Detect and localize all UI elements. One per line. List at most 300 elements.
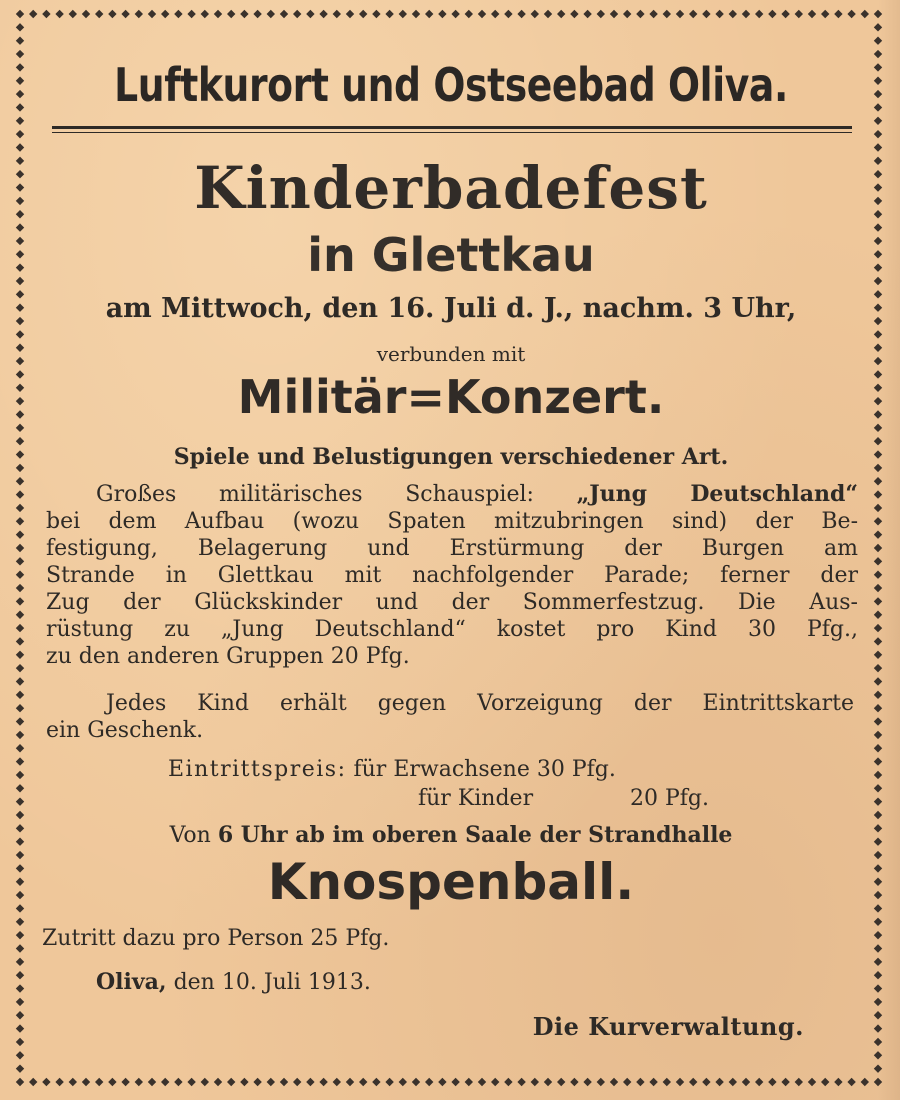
price-children-value: 20 Pfg. bbox=[630, 786, 710, 811]
border-diamond bbox=[557, 10, 565, 18]
border-diamond bbox=[874, 450, 882, 458]
paragraph-text: rüstung zu „Jung Deutschland“ kostet pro Kind 30 Pfg., bbox=[46, 617, 858, 642]
border-diamond bbox=[16, 557, 24, 565]
border-diamond bbox=[187, 10, 195, 18]
border-diamond bbox=[874, 1038, 882, 1046]
event-date: am Mittwoch, den 16. Juli d. J., nachm. 3 Uhr, bbox=[105, 293, 797, 324]
border-diamond bbox=[438, 1078, 446, 1086]
border-diamond bbox=[16, 651, 24, 659]
border-diamond bbox=[874, 1078, 882, 1086]
border-diamond bbox=[16, 63, 24, 71]
border-diamond bbox=[16, 1064, 24, 1072]
border-diamond bbox=[16, 317, 24, 325]
border-diamond bbox=[16, 611, 24, 619]
place-name: Oliva, bbox=[96, 969, 167, 995]
border-diamond bbox=[465, 10, 473, 18]
border-diamond bbox=[874, 544, 882, 552]
border-diamond bbox=[544, 1078, 552, 1086]
border-diamond bbox=[689, 10, 697, 18]
border-diamond bbox=[874, 130, 882, 138]
border-diamond bbox=[610, 1078, 618, 1086]
border-diamond bbox=[874, 691, 882, 699]
border-diamond bbox=[16, 530, 24, 538]
border-diamond bbox=[755, 1078, 763, 1086]
border-diamond bbox=[755, 10, 763, 18]
border-diamond bbox=[161, 1078, 169, 1086]
border-diamond bbox=[715, 10, 723, 18]
border-diamond bbox=[16, 23, 24, 31]
border-diamond bbox=[82, 10, 90, 18]
border-diamond bbox=[874, 517, 882, 525]
border-diamond bbox=[29, 1078, 37, 1086]
border-diamond bbox=[702, 10, 710, 18]
border-diamond bbox=[16, 891, 24, 899]
border-diamond bbox=[874, 344, 882, 352]
program-paragraph-line bbox=[46, 562, 858, 589]
border-diamond bbox=[16, 170, 24, 178]
border-diamond bbox=[16, 237, 24, 245]
border-diamond bbox=[583, 10, 591, 18]
border-diamond bbox=[874, 304, 882, 312]
border-diamond bbox=[874, 958, 882, 966]
event-title: Kinderbadefest bbox=[194, 154, 708, 222]
border-diamond bbox=[267, 1078, 275, 1086]
border-diamond bbox=[649, 10, 657, 18]
border-diamond bbox=[16, 571, 24, 579]
program-paragraph-line bbox=[46, 589, 858, 616]
border-diamond bbox=[874, 797, 882, 805]
event-location: in Glettkau bbox=[307, 228, 595, 282]
border-diamond bbox=[16, 744, 24, 752]
border-diamond bbox=[16, 504, 24, 512]
border-diamond bbox=[597, 1078, 605, 1086]
gift-paragraph-line: Jedes Kind erhält gegen Vorzeigung der Eintrittskarte bbox=[106, 691, 854, 716]
gift-paragraph-line: ein Geschenk. bbox=[46, 718, 204, 743]
border-diamond bbox=[874, 370, 882, 378]
border-diamond bbox=[16, 450, 24, 458]
border-diamond bbox=[16, 797, 24, 805]
border-diamond bbox=[16, 904, 24, 912]
border-diamond bbox=[16, 838, 24, 846]
border-diamond bbox=[16, 464, 24, 472]
border-diamond bbox=[570, 1078, 578, 1086]
border-diamond bbox=[491, 10, 499, 18]
border-diamond bbox=[16, 984, 24, 992]
border-diamond bbox=[861, 1078, 869, 1086]
border-diamond bbox=[161, 10, 169, 18]
border-diamond bbox=[16, 824, 24, 832]
ball-admission: Zutritt dazu pro Person 25 Pfg. bbox=[42, 926, 390, 951]
border-diamond bbox=[702, 1078, 710, 1086]
border-diamond bbox=[874, 157, 882, 165]
border-diamond bbox=[16, 971, 24, 979]
border-diamond bbox=[16, 918, 24, 926]
border-diamond bbox=[16, 50, 24, 58]
border-diamond bbox=[874, 838, 882, 846]
border-diamond bbox=[451, 10, 459, 18]
border-diamond bbox=[874, 1051, 882, 1059]
border-diamond bbox=[874, 757, 882, 765]
border-diamond bbox=[16, 263, 24, 271]
border-diamond bbox=[16, 944, 24, 952]
border-diamond bbox=[346, 10, 354, 18]
border-diamond bbox=[148, 1078, 156, 1086]
play-title: „Jung Deutschland“ bbox=[576, 481, 858, 507]
border-diamond bbox=[135, 1078, 143, 1086]
border-diamond bbox=[676, 10, 684, 18]
border-diamond bbox=[121, 10, 129, 18]
games-line: Spiele und Belustigungen verschiedener Art. bbox=[173, 444, 729, 470]
border-diamond bbox=[16, 931, 24, 939]
border-diamond bbox=[874, 197, 882, 205]
border-diamond bbox=[874, 103, 882, 111]
border-diamond bbox=[874, 677, 882, 685]
border-diamond bbox=[874, 237, 882, 245]
program-paragraph-line bbox=[46, 643, 858, 670]
border-diamond bbox=[874, 584, 882, 592]
border-diamond bbox=[346, 1078, 354, 1086]
border-diamond bbox=[187, 1078, 195, 1086]
border-diamond bbox=[874, 330, 882, 338]
border-diamond bbox=[16, 37, 24, 45]
border-diamond bbox=[504, 1078, 512, 1086]
border-diamond bbox=[16, 103, 24, 111]
connector-text: verbunden mit bbox=[376, 342, 526, 366]
border-diamond bbox=[16, 771, 24, 779]
border-diamond bbox=[267, 10, 275, 18]
border-diamond bbox=[412, 1078, 420, 1086]
border-diamond bbox=[649, 1078, 657, 1086]
border-diamond bbox=[16, 344, 24, 352]
border-diamond bbox=[821, 10, 829, 18]
border-diamond bbox=[874, 624, 882, 632]
border-diamond bbox=[55, 10, 63, 18]
border-diamond bbox=[16, 597, 24, 605]
border-diamond bbox=[293, 1078, 301, 1086]
price-label: Eintrittspreis: bbox=[168, 757, 347, 782]
border-diamond bbox=[847, 10, 855, 18]
border-diamond bbox=[874, 1024, 882, 1032]
border-diamond bbox=[874, 117, 882, 125]
border-diamond bbox=[16, 197, 24, 205]
border-diamond bbox=[399, 10, 407, 18]
border-diamond bbox=[333, 10, 341, 18]
border-diamond bbox=[16, 1078, 24, 1086]
border-diamond bbox=[16, 304, 24, 312]
border-diamond bbox=[874, 210, 882, 218]
border-diamond bbox=[874, 277, 882, 285]
border-diamond bbox=[874, 597, 882, 605]
border-diamond bbox=[874, 998, 882, 1006]
border-diamond bbox=[874, 944, 882, 952]
border-diamond bbox=[42, 1078, 50, 1086]
border-diamond bbox=[504, 10, 512, 18]
border-diamond bbox=[874, 250, 882, 258]
border-diamond bbox=[16, 584, 24, 592]
border-diamond bbox=[16, 90, 24, 98]
border-diamond bbox=[16, 370, 24, 378]
price-adults-value: 30 Pfg. bbox=[536, 757, 616, 782]
border-diamond bbox=[861, 10, 869, 18]
border-diamond bbox=[847, 1078, 855, 1086]
border-diamond bbox=[874, 878, 882, 886]
border-diamond bbox=[874, 891, 882, 899]
border-diamond bbox=[874, 477, 882, 485]
border-diamond bbox=[874, 771, 882, 779]
border-diamond bbox=[478, 1078, 486, 1086]
border-diamond bbox=[834, 10, 842, 18]
border-diamond bbox=[517, 1078, 525, 1086]
border-diamond bbox=[16, 437, 24, 445]
border-diamond bbox=[874, 664, 882, 672]
border-diamond bbox=[729, 10, 737, 18]
border-diamond bbox=[636, 1078, 644, 1086]
border-diamond bbox=[874, 357, 882, 365]
border-diamond bbox=[874, 170, 882, 178]
border-diamond bbox=[16, 384, 24, 392]
border-diamond bbox=[874, 263, 882, 271]
border-diamond bbox=[121, 1078, 129, 1086]
program-paragraph-line bbox=[46, 508, 858, 535]
border-diamond bbox=[874, 63, 882, 71]
border-diamond bbox=[742, 1078, 750, 1086]
border-diamond bbox=[768, 10, 776, 18]
border-diamond bbox=[69, 1078, 77, 1086]
border-diamond bbox=[544, 10, 552, 18]
border-diamond bbox=[676, 1078, 684, 1086]
border-diamond bbox=[874, 10, 882, 18]
border-diamond bbox=[874, 731, 882, 739]
ball-title: Knospenball. bbox=[267, 853, 635, 911]
border-diamond bbox=[874, 611, 882, 619]
border-diamond bbox=[16, 397, 24, 405]
border-diamond bbox=[874, 183, 882, 191]
border-diamond bbox=[874, 1064, 882, 1072]
program-paragraph-line bbox=[46, 616, 858, 643]
border-diamond bbox=[874, 557, 882, 565]
price-adults-label: für Erwachsene bbox=[353, 757, 530, 782]
border-diamond bbox=[108, 10, 116, 18]
border-diamond bbox=[874, 851, 882, 859]
border-diamond bbox=[148, 10, 156, 18]
border-diamond bbox=[834, 1078, 842, 1086]
border-diamond bbox=[795, 10, 803, 18]
border-diamond bbox=[465, 1078, 473, 1086]
border-diamond bbox=[517, 10, 525, 18]
border-diamond bbox=[623, 10, 631, 18]
border-diamond bbox=[16, 1024, 24, 1032]
paragraph-text: festigung, Belagerung und Erstürmung der Burgen am bbox=[46, 536, 858, 561]
border-diamond bbox=[570, 10, 578, 18]
border-diamond bbox=[874, 504, 882, 512]
border-diamond bbox=[874, 424, 882, 432]
evening-venue: ab im oberen Saale der Strandhalle bbox=[287, 822, 733, 848]
border-diamond bbox=[821, 1078, 829, 1086]
border-diamond bbox=[16, 277, 24, 285]
border-diamond bbox=[874, 651, 882, 659]
border-diamond bbox=[874, 317, 882, 325]
border-diamond bbox=[16, 864, 24, 872]
border-diamond bbox=[623, 1078, 631, 1086]
border-diamond bbox=[16, 517, 24, 525]
border-diamond bbox=[69, 10, 77, 18]
border-diamond bbox=[16, 130, 24, 138]
program-paragraph-line bbox=[96, 481, 858, 508]
border-diamond bbox=[319, 1078, 327, 1086]
border-diamond bbox=[412, 10, 420, 18]
border-diamond bbox=[359, 10, 367, 18]
border-diamond bbox=[795, 1078, 803, 1086]
border-diamond bbox=[636, 10, 644, 18]
border-diamond bbox=[55, 1078, 63, 1086]
price-adults-row bbox=[168, 757, 616, 782]
border-diamond bbox=[715, 1078, 723, 1086]
concert-title: Militär=Konzert. bbox=[237, 370, 665, 424]
border-diamond bbox=[16, 691, 24, 699]
border-diamond bbox=[781, 10, 789, 18]
border-diamond bbox=[478, 10, 486, 18]
border-diamond bbox=[42, 10, 50, 18]
border-diamond bbox=[16, 250, 24, 258]
border-diamond bbox=[16, 330, 24, 338]
border-diamond bbox=[240, 1078, 248, 1086]
border-diamond bbox=[16, 624, 24, 632]
border-diamond bbox=[16, 717, 24, 725]
border-diamond bbox=[874, 704, 882, 712]
border-diamond bbox=[16, 210, 24, 218]
border-diamond bbox=[135, 10, 143, 18]
border-diamond bbox=[16, 851, 24, 859]
border-diamond bbox=[306, 10, 314, 18]
border-diamond bbox=[874, 931, 882, 939]
border-diamond bbox=[663, 1078, 671, 1086]
border-diamond bbox=[16, 637, 24, 645]
border-diamond bbox=[557, 1078, 565, 1086]
border-diamond bbox=[201, 1078, 209, 1086]
border-diamond bbox=[319, 10, 327, 18]
border-diamond bbox=[874, 143, 882, 151]
border-diamond bbox=[742, 10, 750, 18]
paragraph-text: Strande in Glettkau mit nachfolgender Parade; ferner der bbox=[46, 563, 858, 588]
border-diamond bbox=[16, 223, 24, 231]
advertisement bbox=[38, 40, 864, 1070]
border-diamond bbox=[214, 10, 222, 18]
border-diamond bbox=[874, 464, 882, 472]
border-diamond bbox=[874, 410, 882, 418]
border-diamond bbox=[293, 10, 301, 18]
border-diamond bbox=[597, 10, 605, 18]
border-diamond bbox=[16, 1051, 24, 1059]
border-diamond bbox=[874, 37, 882, 45]
border-diamond bbox=[874, 1011, 882, 1019]
border-diamond bbox=[16, 664, 24, 672]
border-diamond bbox=[82, 1078, 90, 1086]
border-diamond bbox=[306, 1078, 314, 1086]
border-diamond bbox=[768, 1078, 776, 1086]
border-diamond bbox=[874, 530, 882, 538]
border-diamond bbox=[874, 864, 882, 872]
border-diamond bbox=[491, 1078, 499, 1086]
paragraph-text: Zug der Glückskinder und der Sommerfestzug. Die Aus- bbox=[46, 590, 858, 615]
border-diamond bbox=[16, 290, 24, 298]
border-diamond bbox=[16, 878, 24, 886]
border-diamond bbox=[16, 424, 24, 432]
border-diamond bbox=[16, 704, 24, 712]
price-children-row bbox=[418, 786, 709, 811]
border-diamond bbox=[451, 1078, 459, 1086]
border-diamond bbox=[16, 677, 24, 685]
border-diamond bbox=[874, 637, 882, 645]
border-diamond bbox=[531, 1078, 539, 1086]
border-diamond bbox=[16, 143, 24, 151]
header-rule-top bbox=[52, 126, 852, 129]
border-diamond bbox=[874, 223, 882, 231]
border-diamond bbox=[227, 1078, 235, 1086]
border-diamond bbox=[280, 1078, 288, 1086]
signature: Die Kurverwaltung. bbox=[532, 1012, 804, 1041]
border-diamond bbox=[16, 958, 24, 966]
border-diamond bbox=[372, 1078, 380, 1086]
border-diamond bbox=[438, 10, 446, 18]
border-diamond bbox=[874, 290, 882, 298]
border-diamond bbox=[227, 10, 235, 18]
border-diamond bbox=[874, 904, 882, 912]
border-diamond bbox=[689, 1078, 697, 1086]
border-diamond bbox=[174, 10, 182, 18]
border-diamond bbox=[359, 1078, 367, 1086]
border-diamond bbox=[16, 157, 24, 165]
border-diamond bbox=[16, 10, 24, 18]
border-diamond bbox=[16, 757, 24, 765]
border-diamond bbox=[874, 744, 882, 752]
border-diamond bbox=[95, 10, 103, 18]
border-diamond bbox=[874, 397, 882, 405]
border-diamond bbox=[874, 918, 882, 926]
border-diamond bbox=[808, 1078, 816, 1086]
header-rule-bottom bbox=[52, 132, 852, 133]
border-diamond bbox=[874, 824, 882, 832]
border-diamond bbox=[95, 1078, 103, 1086]
border-diamond bbox=[16, 477, 24, 485]
paragraph-text: bei dem Aufbau (wozu Spaten mitzubringen sind) der Be- bbox=[46, 509, 858, 534]
border-diamond bbox=[253, 10, 261, 18]
border-diamond bbox=[16, 731, 24, 739]
border-diamond bbox=[808, 10, 816, 18]
border-diamond bbox=[399, 1078, 407, 1086]
border-diamond bbox=[372, 10, 380, 18]
border-diamond bbox=[280, 10, 288, 18]
border-diamond bbox=[16, 183, 24, 191]
border-diamond bbox=[16, 1038, 24, 1046]
border-diamond bbox=[385, 1078, 393, 1086]
paragraph-text: Großes militärisches Schauspiel: bbox=[96, 482, 577, 507]
border-diamond bbox=[108, 1078, 116, 1086]
border-diamond bbox=[874, 571, 882, 579]
issue-date: den 10. Juli 1913. bbox=[166, 970, 371, 995]
border-diamond bbox=[610, 10, 618, 18]
border-diamond bbox=[663, 10, 671, 18]
border-diamond bbox=[874, 77, 882, 85]
border-diamond bbox=[425, 10, 433, 18]
border-diamond bbox=[174, 1078, 182, 1086]
border-diamond bbox=[240, 10, 248, 18]
border-diamond bbox=[16, 1011, 24, 1019]
header-title: Luftkurort und Ostseebad Oliva. bbox=[114, 58, 788, 112]
border-diamond bbox=[874, 50, 882, 58]
evening-time: 6 Uhr bbox=[217, 822, 288, 848]
border-diamond bbox=[874, 784, 882, 792]
evening-prefix: Von bbox=[169, 823, 218, 848]
